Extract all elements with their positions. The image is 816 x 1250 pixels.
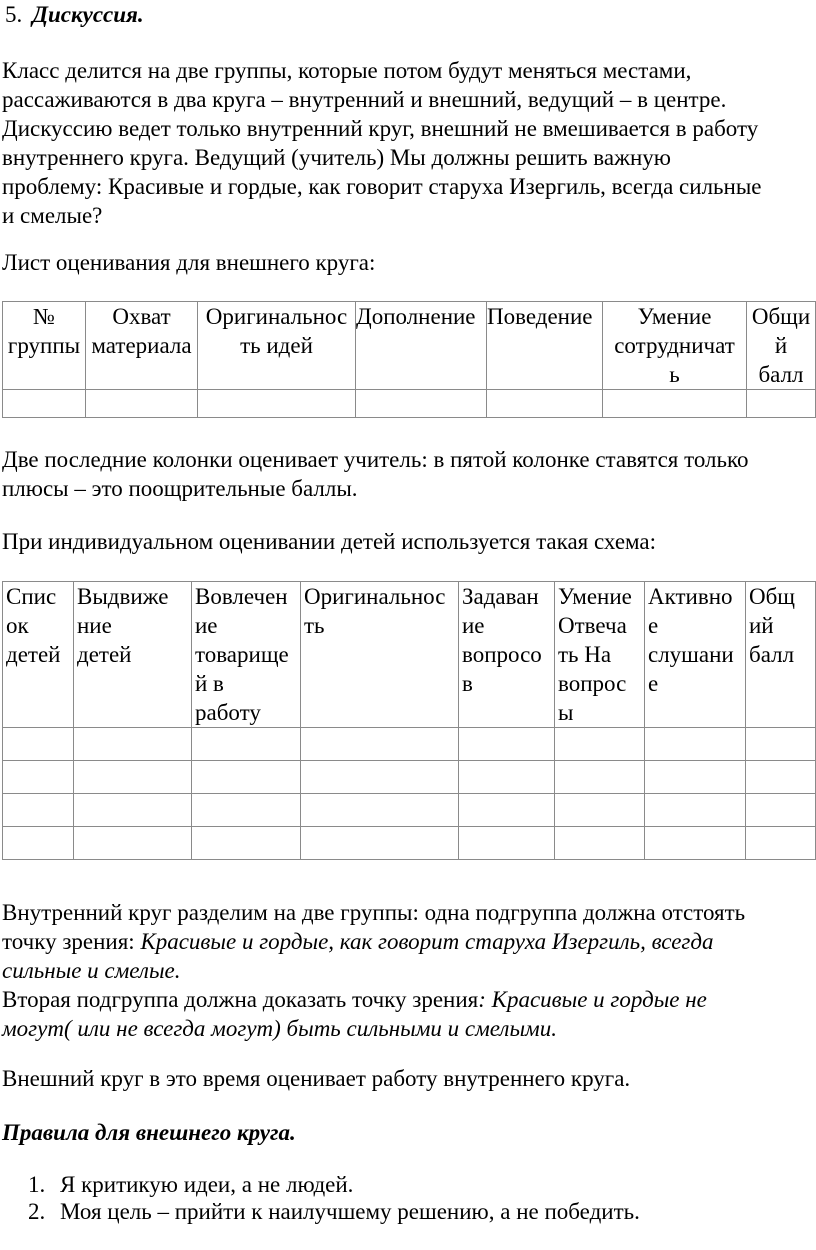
table-cell — [555, 761, 645, 794]
table-cell — [603, 390, 747, 418]
table-header-cell: Общи й балл — [747, 302, 816, 390]
intro-line: Класс делится на две группы, которые потом будут меняться местами, — [2, 58, 692, 83]
intro-line: внутреннего круга. Ведущий (учитель) Мы должны решить важную — [2, 145, 671, 170]
table-cell — [746, 761, 816, 794]
table-cell — [74, 794, 192, 827]
table-header-cell: Спис ок детей — [3, 582, 74, 728]
table-cell — [487, 390, 603, 418]
table-header-row — [3, 582, 816, 728]
inner-italic-line: сильные и смелые. — [2, 958, 181, 983]
table-cell — [555, 728, 645, 761]
table-row — [3, 728, 816, 761]
table-cell — [74, 827, 192, 860]
inner-line: точку зрения: Красивые и гордые, как говорит старуха Изергиль, всегда — [2, 929, 714, 954]
table-header-cell: Выдвиже ние детей — [74, 582, 192, 728]
outer-circle-rating-table — [2, 301, 816, 418]
table-cell — [301, 794, 459, 827]
table-cell — [459, 794, 555, 827]
inner-italic-text: Красивые и гордые, как говорит старуха Изергиль, всегда — [140, 929, 714, 954]
outer-circle-note: Внешний круг в это время оценивает работу внутреннего круга. — [2, 1066, 631, 1091]
table-header-cell: Умение сотрудничат ь — [603, 302, 747, 390]
individual-rating-table — [2, 581, 816, 860]
table-header-cell: Охват материала — [86, 302, 198, 390]
table-header-cell: Общ ий балл — [746, 582, 816, 728]
table-cell — [3, 827, 74, 860]
table-row — [3, 827, 816, 860]
rule-item — [28, 1197, 640, 1226]
table-cell — [301, 761, 459, 794]
inner-line: Вторая подгруппа должна доказать точку зрения: Красивые и гордые не — [2, 987, 707, 1012]
rules-title: Правила для внешнего круга. — [2, 1120, 296, 1145]
table-header-cell: Оригинальнос ть идей — [198, 302, 356, 390]
table-cell — [301, 827, 459, 860]
table-header-cell: Задаван ие вопросо в — [459, 582, 555, 728]
table-cell — [459, 728, 555, 761]
table-header-row — [3, 302, 816, 390]
intro-line: проблему: Красивые и гордые, как говорит старуха Изергиль, всегда сильные — [2, 174, 762, 199]
table-header-cell: Оригинальнос ть — [301, 582, 459, 728]
sheet-label: Лист оценивания для внешнего круга: — [2, 250, 376, 275]
teacher-note — [2, 445, 814, 503]
rule-number: 1. — [28, 1172, 46, 1197]
table-cell — [645, 761, 746, 794]
table-cell — [356, 390, 487, 418]
table-cell — [3, 390, 86, 418]
intro-line: Дискуссию ведет только внутренний круг, внешний не вмешивается в работу — [2, 116, 759, 141]
teacher-note-line: Две последние колонки оценивает учитель: в пятой колонке ставятся только — [2, 447, 749, 472]
inner-italic-text: : Красивые и гордые не — [478, 987, 707, 1012]
teacher-note-line: плюсы – это поощрительные баллы. — [2, 476, 358, 501]
table-cell — [645, 794, 746, 827]
rule-text: Я критикую идеи, а не людей. — [60, 1172, 354, 1197]
rule-item — [28, 1170, 353, 1199]
section-title: Дискуссия. — [32, 2, 144, 27]
table-cell — [459, 827, 555, 860]
rule-number: 2. — [28, 1199, 46, 1224]
table-cell — [746, 827, 816, 860]
table-cell — [747, 390, 816, 418]
table-cell — [3, 728, 74, 761]
table-cell — [746, 794, 816, 827]
table-cell — [3, 794, 74, 827]
rule-text: Моя цель – прийти к наилучшему решению, а не победить. — [60, 1199, 640, 1224]
individual-label: При индивидуальном оценивании детей используется такая схема: — [2, 529, 657, 554]
table-cell — [192, 827, 301, 860]
table-row — [3, 390, 816, 418]
table-cell — [3, 761, 74, 794]
intro-line: и смелые? — [2, 203, 103, 228]
inner-line: Внутренний круг разделим на две группы: одна подгруппа должна отстоять — [2, 900, 746, 925]
table-cell — [555, 794, 645, 827]
table-cell — [198, 390, 356, 418]
inner-circle-paragraph — [2, 898, 814, 1043]
intro-paragraph — [2, 56, 814, 230]
table-cell — [301, 728, 459, 761]
table-header-cell: Вовлечен ие товарище й в работу — [192, 582, 301, 728]
intro-line: рассаживаются в два круга – внутренний и внешний, ведущий – в центре. — [2, 87, 727, 112]
table-header-cell: Поведение — [487, 302, 603, 390]
section-heading — [5, 0, 144, 29]
table-cell — [192, 794, 301, 827]
table-cell — [459, 761, 555, 794]
table-cell — [645, 728, 746, 761]
table-cell — [555, 827, 645, 860]
table-cell — [746, 728, 816, 761]
table-cell — [74, 728, 192, 761]
table-cell — [74, 761, 192, 794]
table-cell — [192, 761, 301, 794]
table-row — [3, 794, 816, 827]
table-row — [3, 761, 816, 794]
inner-italic-line: могут( или не всегда могут) быть сильными и смелыми. — [2, 1016, 557, 1041]
table-header-cell: Умение Отвеча ть На вопрос ы — [555, 582, 645, 728]
table-cell — [86, 390, 198, 418]
table-header-cell: Активно е слушани е — [645, 582, 746, 728]
section-number: 5. — [5, 2, 23, 27]
table-cell — [192, 728, 301, 761]
table-header-cell: Дополнение — [356, 302, 487, 390]
table-cell — [645, 827, 746, 860]
table-header-cell: № группы — [3, 302, 86, 390]
